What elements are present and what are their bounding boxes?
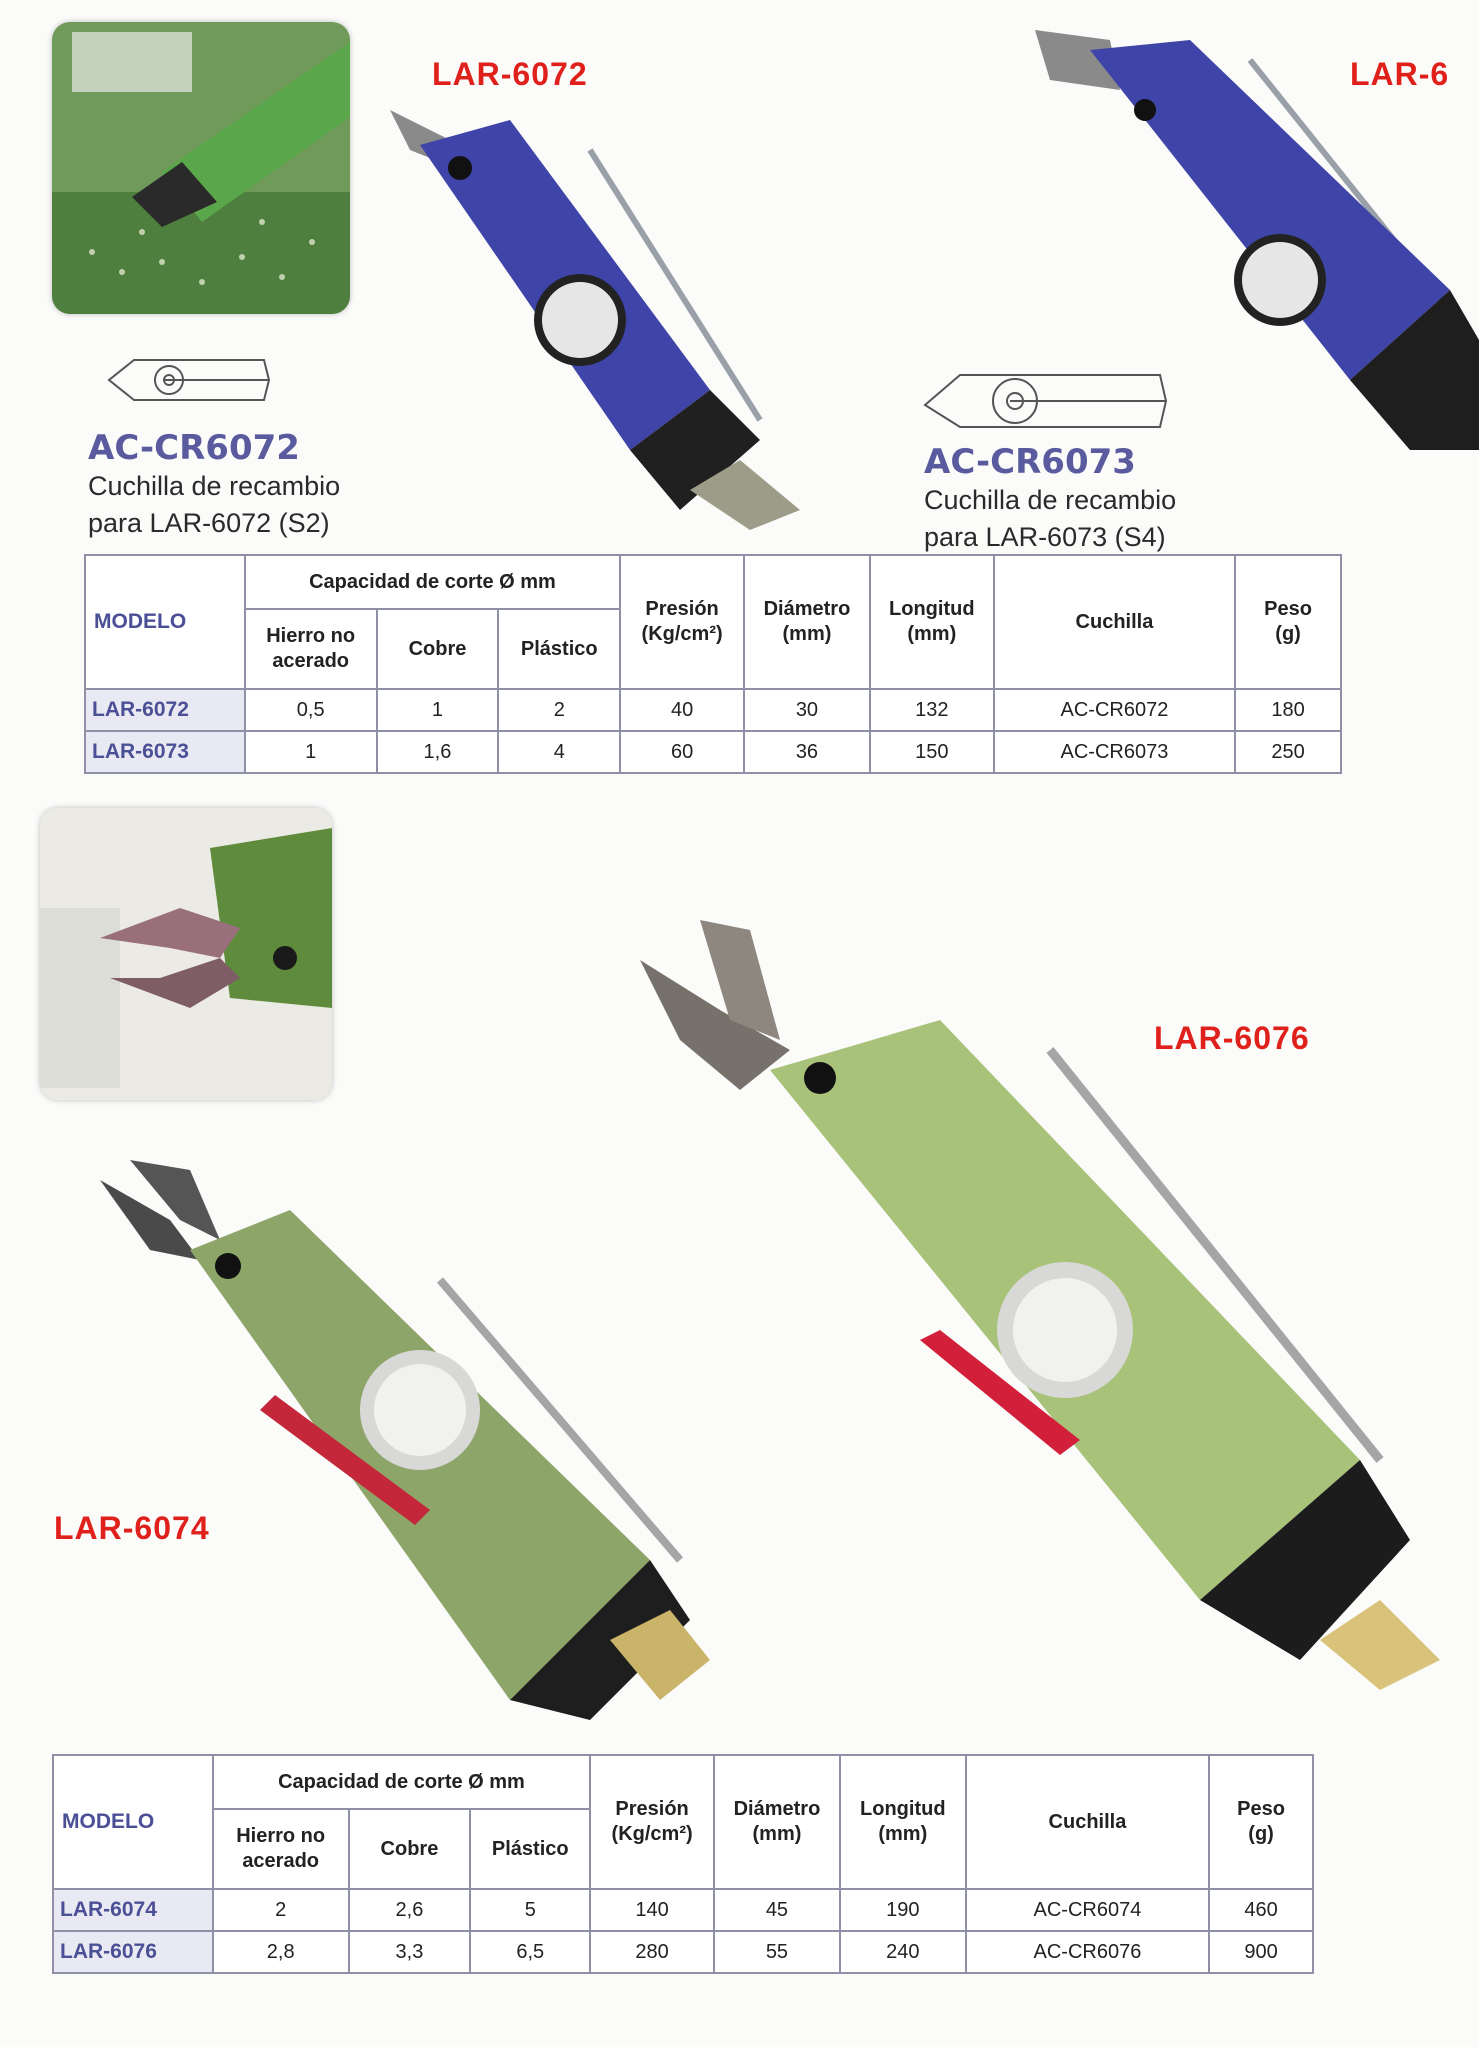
model-title-lar-6076: LAR-6076 [1154, 1020, 1310, 1056]
cell-longitud: 132 [870, 689, 994, 731]
cell-peso: 900 [1209, 1931, 1313, 1973]
header-cobre: Cobre [377, 609, 499, 689]
header-plastico: Plástico [470, 1809, 590, 1889]
header-presion-label: Presión [615, 1798, 689, 1820]
header-presion-unit: (Kg/cm²) [611, 1823, 693, 1845]
cell-hierro: 1 [245, 731, 377, 773]
header-presion-unit: (Kg/cm²) [641, 623, 723, 645]
cell-longitud: 240 [840, 1931, 966, 1973]
header-peso-label: Peso [1237, 1798, 1285, 1820]
header-modelo: MODELO [85, 555, 245, 689]
cell-modelo: LAR-6073 [85, 731, 245, 773]
cell-plastico: 6,5 [470, 1931, 590, 1973]
blade-code: AC-CR6072 [88, 428, 300, 468]
spec-table-2 [52, 1754, 1314, 1974]
header-longitud [870, 555, 994, 689]
blade-caption-ac-cr6073 [924, 442, 1176, 556]
cell-diametro: 45 [714, 1889, 840, 1931]
cell-presion: 140 [590, 1889, 714, 1931]
cell-cobre: 2,6 [349, 1889, 471, 1931]
inset-photo-circuit-board [52, 22, 350, 314]
spec-table-1 [84, 554, 1342, 774]
cell-longitud: 150 [870, 731, 994, 773]
tool-image-lar-6076 [620, 900, 1460, 1700]
cell-modelo: LAR-6076 [53, 1931, 213, 1973]
cell-plastico: 2 [498, 689, 620, 731]
header-modelo: MODELO [53, 1755, 213, 1889]
header-peso-label: Peso [1264, 598, 1312, 620]
model-title-lar-6072: LAR-6072 [432, 56, 588, 92]
cell-diametro: 55 [714, 1931, 840, 1973]
header-longitud-label: Longitud [860, 1798, 946, 1820]
header-hierro: Hierro no acerado [213, 1809, 349, 1889]
header-longitud [840, 1755, 966, 1889]
header-capacidad: Capacidad de corte Ø mm [213, 1755, 590, 1809]
table-row [85, 731, 1341, 773]
header-peso [1235, 555, 1341, 689]
cell-modelo: LAR-6072 [85, 689, 245, 731]
cell-presion: 60 [620, 731, 744, 773]
table-row [53, 1931, 1313, 1973]
blade-drawing-ac-cr6072 [104, 350, 274, 410]
tool-image-lar-6074 [90, 1140, 730, 1720]
blade-desc-line2: para LAR-6072 (S2) [88, 508, 330, 538]
header-cuchilla: Cuchilla [994, 555, 1235, 689]
cell-longitud: 190 [840, 1889, 966, 1931]
cell-diametro: 36 [744, 731, 870, 773]
header-longitud-label: Longitud [889, 598, 975, 620]
header-peso-unit: (g) [1248, 1823, 1274, 1845]
blade-desc-line1: Cuchilla de recambio [88, 471, 341, 501]
blade-code: AC-CR6073 [924, 442, 1136, 482]
cell-presion: 40 [620, 689, 744, 731]
cell-peso: 180 [1235, 689, 1341, 731]
header-diametro [744, 555, 870, 689]
header-cobre: Cobre [349, 1809, 471, 1889]
blade-drawing-ac-cr6073 [920, 365, 1170, 437]
header-peso [1209, 1755, 1313, 1889]
cell-cuchilla: AC-CR6074 [966, 1889, 1209, 1931]
cell-cobre: 1 [377, 689, 499, 731]
blade-desc-line2: para LAR-6073 (S4) [924, 522, 1166, 552]
cell-cobre: 3,3 [349, 1931, 471, 1973]
table-row [53, 1889, 1313, 1931]
cell-plastico: 4 [498, 731, 620, 773]
cell-hierro: 2,8 [213, 1931, 349, 1973]
header-diametro-label: Diámetro [733, 1798, 821, 1820]
cell-peso: 250 [1235, 731, 1341, 773]
header-cuchilla: Cuchilla [966, 1755, 1209, 1889]
header-longitud-unit: (mm) [907, 623, 957, 645]
model-title-lar-6073-partial: LAR-6 [1350, 56, 1450, 92]
header-presion-label: Presión [645, 598, 719, 620]
header-hierro: Hierro no acerado [245, 609, 377, 689]
inset-photo-cutter-closeup [40, 808, 332, 1100]
header-longitud-unit: (mm) [878, 1823, 928, 1845]
header-diametro [714, 1755, 840, 1889]
cell-cuchilla: AC-CR6073 [994, 731, 1235, 773]
header-diametro-unit: (mm) [782, 623, 832, 645]
header-plastico: Plástico [498, 609, 620, 689]
cell-diametro: 30 [744, 689, 870, 731]
cell-modelo: LAR-6074 [53, 1889, 213, 1931]
cell-cuchilla: AC-CR6076 [966, 1931, 1209, 1973]
header-diametro-unit: (mm) [752, 1823, 802, 1845]
blade-desc-line1: Cuchilla de recambio [924, 485, 1177, 515]
cell-peso: 460 [1209, 1889, 1313, 1931]
header-capacidad: Capacidad de corte Ø mm [245, 555, 620, 609]
header-presion [620, 555, 744, 689]
header-diametro-label: Diámetro [763, 598, 851, 620]
header-peso-unit: (g) [1275, 623, 1301, 645]
table-row [85, 689, 1341, 731]
blade-caption-ac-cr6072 [88, 428, 340, 542]
model-title-lar-6074: LAR-6074 [54, 1510, 210, 1546]
header-presion [590, 1755, 714, 1889]
cell-hierro: 2 [213, 1889, 349, 1931]
cell-cobre: 1,6 [377, 731, 499, 773]
cell-plastico: 5 [470, 1889, 590, 1931]
cell-hierro: 0,5 [245, 689, 377, 731]
cell-presion: 280 [590, 1931, 714, 1973]
cell-cuchilla: AC-CR6072 [994, 689, 1235, 731]
tool-image-lar-6072 [380, 90, 830, 530]
